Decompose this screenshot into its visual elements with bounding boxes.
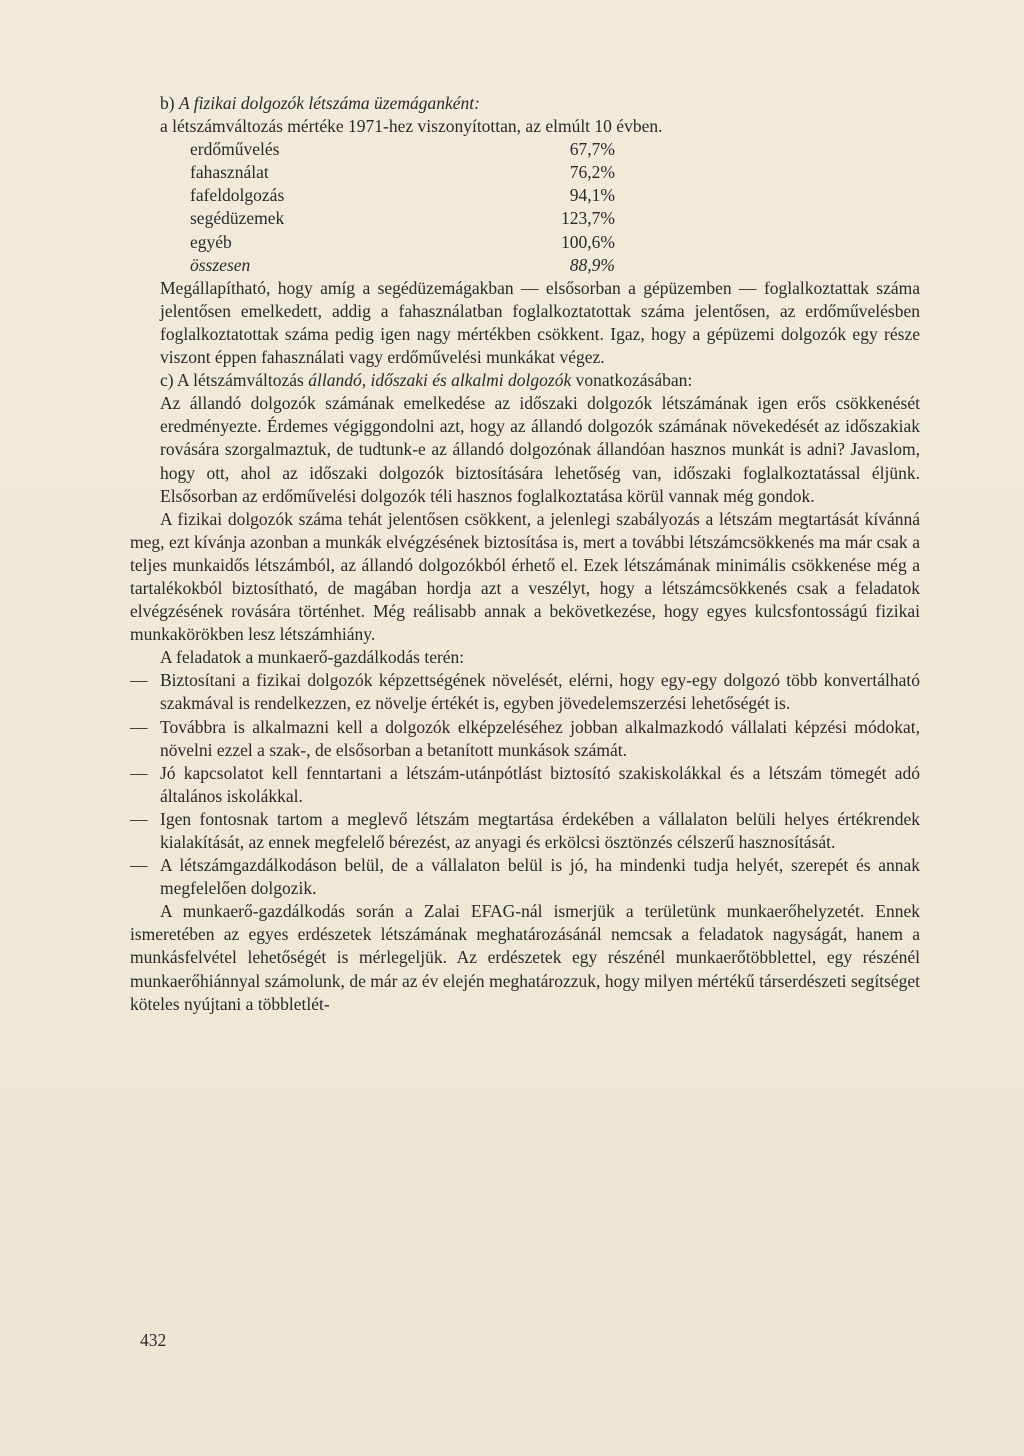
paragraph-1: A fizikai dolgozók száma tehát jelentősen csökkent, a jelenlegi szabályozás a létszám megtartását kívánná meg, ezt kívánja azonban a munkák elvégzésének biztosítása is, mert a további létszámcsökkenés ma már csak a teljes munkaidős létszámból, az állandó dolgozókból érhető el. Ezek létszámának minimális csökkenése még a tartalékokból biztosítható, de magában hordja azt a veszélyt, hogy a létszámcsökkenés csak a feladatok elvégzésének rovására történhet. Még reálisabb annak a bekövetkezése, hogy egyes kulcsfontosságú fizikai munkakörökben lesz létszámhiány. — [130, 508, 920, 645]
section-c-suffix: vonatkozásában: — [571, 370, 693, 391]
task-list — [130, 669, 920, 900]
body-text — [130, 92, 920, 1016]
section-b-label: b) — [160, 93, 175, 113]
list-item-text: Jó kapcsolatot kell fenntartani a létszám-utánpótlást biztosító szakiskolákkal és a létszám tömegét adó általános iskolákkal. — [160, 762, 920, 806]
list-item — [130, 716, 920, 762]
dash-marker: — — [130, 855, 148, 876]
row-name: fahasználat — [190, 162, 269, 183]
section-b-title: A fizikai dolgozók létszáma üzemáganként: — [178, 93, 480, 113]
row-value: 76,2% — [569, 162, 615, 183]
list-item-text: Továbbra is alkalmazni kell a dolgozók elképzeléséhez jobban alkalmazkodó vállalati képzési módokat, növelni ezzel a szak-, de elsősorban a betanított munkások számát. — [160, 716, 920, 760]
list-item-text: A létszámgazdálkodáson belül, de a vállalaton belül is jó, ha mindenki tudja helyét, szerepét és annak megfelelően dolgozik. — [160, 855, 920, 899]
section-c-heading — [160, 369, 920, 392]
table-row — [190, 138, 920, 161]
section-b-heading — [160, 92, 920, 115]
dash-marker: — — [130, 716, 148, 737]
dash-marker: — — [130, 762, 148, 783]
row-name: segédüzemek — [190, 208, 285, 229]
table-row — [190, 254, 920, 277]
list-item-text: Igen fontosnak tartom a meglevő létszám megtartása érdekében a vállalaton belüli helyes értékrendek kialakítását, az ennek megfelelő bérezést, az anyagi és erkölcsi ösztönzés célszerű hasznosítását. — [160, 808, 920, 852]
row-value: 67,7% — [569, 139, 615, 160]
row-name: fafeldolgozás — [190, 185, 285, 206]
dash-marker: — — [130, 808, 148, 829]
section-b-intro: a létszámváltozás mértéke 1971-hez viszonyítottan, az elmúlt 10 évben. — [160, 116, 663, 137]
row-value: 94,1% — [569, 185, 615, 206]
row-value: 100,6% — [561, 231, 615, 252]
table-row — [190, 184, 920, 207]
paragraph-2: A feladatok a munkaerő-gazdálkodás terén: — [160, 647, 465, 668]
row-value: 123,7% — [561, 208, 615, 229]
section-b-paragraph: Megállapítható, hogy amíg a segédüzemágakban — elsősorban a gépüzemben — foglalkoztattak száma jelentősen emelkedett, addig a fahasználatban foglalkoztatottak száma jelentősen, az erdőművelésben foglalkoztatottak száma pedig igen nagy mértékben csökkent. Igaz, hogy a gépüzemi dolgozók egy része viszont éppen fahasználati vagy erdőművelési munkákat végez. — [160, 277, 920, 368]
section-c-label: c) — [160, 370, 174, 391]
row-name: egyéb — [190, 231, 232, 252]
table-row — [190, 161, 920, 184]
list-item — [130, 762, 920, 808]
list-item-text: Biztosítani a fizikai dolgozók képzettségének növelését, elérni, hogy egy-egy dolgozó több konvertálható szakmával is rendelkezzen, ez növelje értékét is, egyben jövedelemszerzési lehetőségét is. — [160, 670, 920, 714]
list-item — [130, 854, 920, 900]
workforce-table — [160, 138, 920, 277]
paragraph-3: A munkaerő-gazdálkodás során a Zalai EFAG-nál ismerjük a területünk munkaerőhelyzetét. Ennek ismeretében az egyes erdészetek létszámának meghatározásánál nemcsak a feladatok nagyságát, hanem a munkásfelvétel lehetőségét is mérlegeljük. Az erdészetek egy részénél munkaerőtöbblettel, egy részénél munkaerőhiánnyal számolunk, de már az év elején meghatározzuk, hogy milyen mértékű társerdészeti segítséget köteles nyújtani a többletlét- — [130, 901, 920, 1014]
section-c-prefix: A létszámváltozás — [177, 370, 309, 391]
dash-marker: — — [130, 670, 148, 691]
row-name: erdőművelés — [190, 139, 280, 160]
row-name: összesen — [190, 254, 251, 275]
list-item — [130, 669, 920, 715]
section-c-title: állandó, időszaki és alkalmi dolgozók — [308, 370, 572, 391]
page-number: 432 — [140, 1330, 167, 1350]
row-value: 88,9% — [569, 254, 615, 275]
section-c-paragraph: Az állandó dolgozók számának emelkedése az időszaki dolgozók létszámának igen erős csökkenését eredményezte. Érdemes végiggondolni azt, hogy az állandó dolgozók számának növekedését az időszakiak rovására szorgalmaztuk, de tudtunk-e az állandó dolgozónak állandóan hasznos munkát is adni? Javaslom, hogy ott, ahol az időszaki dolgozók biztosítására lehetőség van, időszaki foglalkoztatással éljünk. Elsősorban az erdőművelési dolgozók téli hasznos foglalkoztatása körül vannak még gondok. — [160, 393, 920, 506]
table-row — [190, 207, 920, 230]
list-item — [130, 808, 920, 854]
table-row — [190, 231, 920, 254]
